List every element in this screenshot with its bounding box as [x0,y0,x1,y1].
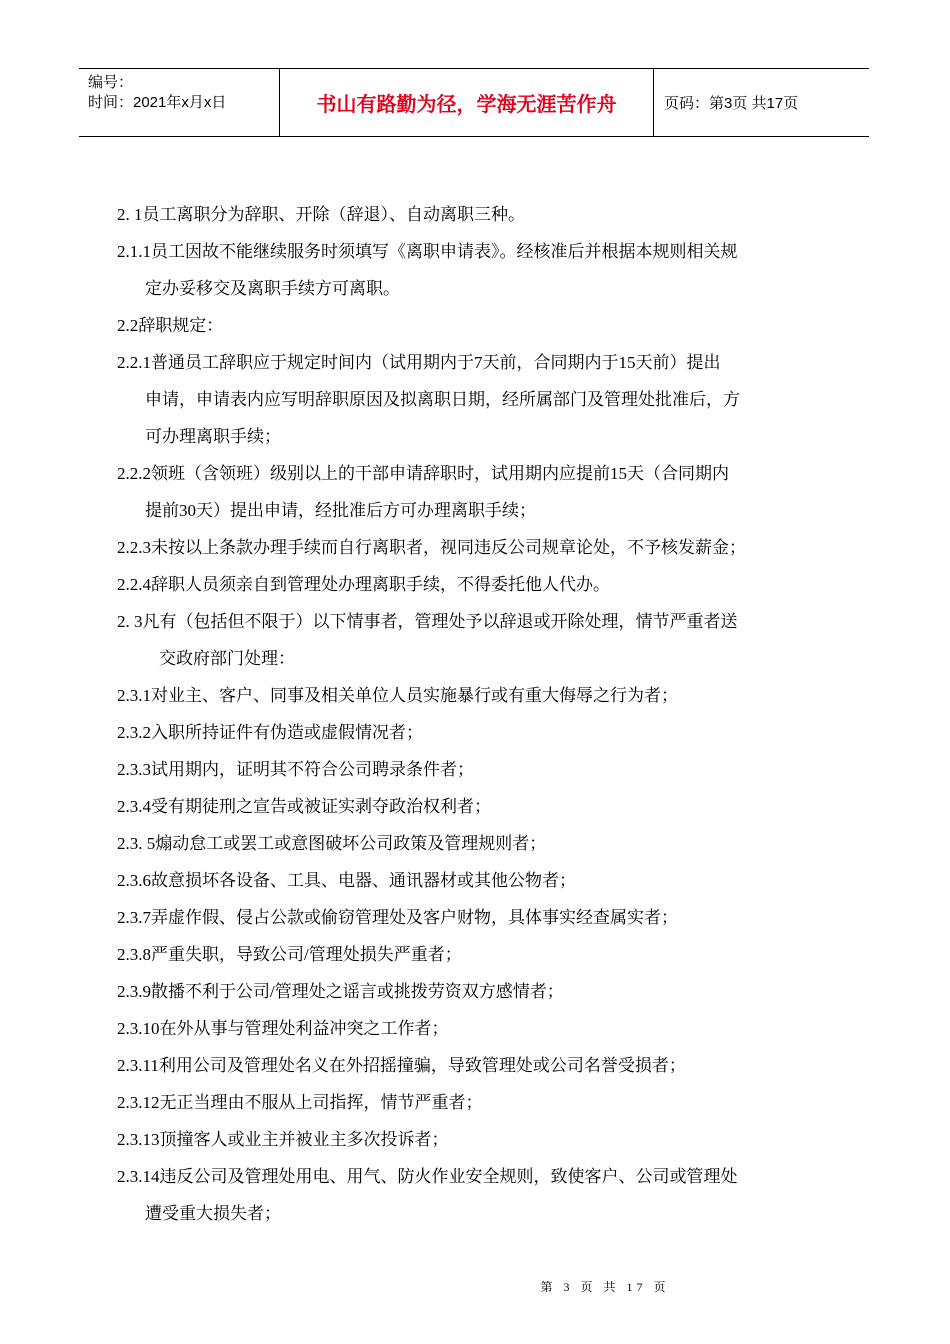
clause-paragraph [117,529,837,566]
clause-number: 2.1.1 [117,242,151,261]
document-time-label: 时间：2021年x月x日 [88,94,227,111]
clause-paragraph [117,1047,837,1084]
clause-text: 试用期内，证明其不符合公司聘录条件者； [151,760,474,779]
clause-number: 2.3.9 [117,982,151,1001]
clause-text: 辞职规定： [138,316,224,335]
clause-paragraph [117,307,837,344]
clause-text: 顶撞客人或业主并被业主多次投诉者； [159,1130,449,1149]
clause-number: 2.2.3 [117,538,151,557]
clause-text-continuation: 交政府部门处理： [159,649,295,668]
clause-text: 散播不利于公司/管理处之谣言或挑拨劳资双方感情者； [151,982,564,1001]
clause-paragraph [117,603,837,677]
clause-paragraph [117,566,837,603]
clause-text-continuation: 申请，申请表内应写明辞职原因及拟离职日期，经所属部门及管理处批准后，方 [145,390,740,409]
clause-text: 受有期徒刑之宣告或被证实剥夺政治权利者； [151,797,491,816]
document-body [117,196,837,1232]
clause-text: 无正当理由不服从上司指挥，情节严重者； [159,1093,483,1112]
clause-text: 凡有（包括但不限于）以下情事者，管理处予以辞退或开除处理，情节严重者送 [142,612,738,631]
clause-text-continuation: 定办妥移交及离职手续方可离职。 [145,279,400,298]
clause-text-continuation: 遭受重大损失者； [145,1204,281,1223]
clause-text: 辞职人员须亲自到管理处办理离职手续，不得委托他人代办。 [151,575,610,594]
clause-number: 2.3.2 [117,723,151,742]
clause-text: 故意损坏各设备、工具、电器、通讯器材或其他公物者； [151,871,576,890]
clause-text: 严重失职，导致公司/管理处损失严重者； [151,945,462,964]
clause-number: 2.3.10 [117,1019,160,1038]
clause-number: 2.3.12 [117,1093,160,1112]
clause-paragraph [117,825,837,862]
clause-text: 未按以上条款办理手续而自行离职者，视同违反公司规章论处，不予核发薪金； [151,538,746,557]
header-page-label: 页码：第3页 共17页 [664,95,799,112]
clause-paragraph [117,973,837,1010]
clause-number: 2.2.1 [117,353,151,372]
clause-number: 2.3.3 [117,760,151,779]
clause-text: 领班（含领班）级别以上的干部申请辞职时，试用期内应提前15天（合同期内 [151,464,729,483]
clause-paragraph [117,677,837,714]
clause-number: 2. 3 [117,612,143,631]
clause-number: 2.3.1 [117,686,151,705]
clause-number: 2.2 [117,316,139,335]
clause-text-continuation: 提前30天）提出申请，经批准后方可办理离职手续； [145,501,536,520]
clause-text: 违反公司及管理处用电、用气、防火作业安全规则，致使客户、公司或管理处 [159,1167,738,1186]
clause-number: 2.3.8 [117,945,151,964]
clause-text: 在外从事与管理处利益冲突之工作者； [159,1019,449,1038]
clause-number: 2.3.4 [117,797,151,816]
clause-number: 2.3.7 [117,908,151,927]
header-motto: 书山有路勤为径，学海无涯苦作舟 [280,69,654,136]
clause-paragraph [117,1010,837,1047]
clause-text: 员工离职分为辞职、开除（辞退）、自动离职三种。 [142,205,525,224]
clause-number: 2.2.2 [117,464,151,483]
clause-number: 2.3.11 [117,1056,159,1075]
page-header [79,68,869,137]
clause-paragraph [117,1121,837,1158]
clause-text: 煽动怠工或罢工或意图破坏公司政策及管理规则者； [155,834,547,853]
clause-paragraph [117,862,837,899]
clause-paragraph [117,936,837,973]
clause-paragraph [117,233,837,307]
clause-text: 普通员工辞职应于规定时间内（试用期内于7天前，合同期内于15天前）提出 [151,353,721,372]
document-number-label: 编号： [88,74,134,91]
clause-number: 2.3.6 [117,871,151,890]
clause-text: 入职所持证件有伪造或虚假情况者； [151,723,423,742]
clause-text-continuation: 可办理离职手续； [145,427,281,446]
clause-text: 员工因故不能继续服务时须填写《离职申请表》。经核准后并根据本规则相关规 [151,242,738,261]
clause-paragraph [117,751,837,788]
page-footer: 第 3 页 共 17 页 [540,1280,670,1294]
clause-paragraph [117,344,837,455]
clause-paragraph [117,1158,837,1232]
clause-paragraph [117,196,837,233]
clause-text: 利用公司及管理处名义在外招摇撞骗，导致管理处或公司名誉受损者； [158,1056,686,1075]
clause-paragraph [117,788,837,825]
clause-paragraph [117,1084,837,1121]
clause-text: 对业主、客户、同事及相关单位人员实施暴行或有重大侮辱之行为者； [151,686,678,705]
clause-paragraph [117,899,837,936]
clause-number: 2.2.4 [117,575,151,594]
clause-number: 2.3.13 [117,1130,160,1149]
clause-paragraph [117,714,837,751]
clause-number: 2.3. 5 [117,834,156,853]
clause-number: 2. 1 [117,205,143,224]
clause-text: 弄虚作假、侵占公款或偷窃管理处及客户财物，具体事实经查属实者； [151,908,678,927]
header-left-cell [79,69,280,136]
clause-paragraph [117,455,837,529]
clause-number: 2.3.14 [117,1167,160,1186]
